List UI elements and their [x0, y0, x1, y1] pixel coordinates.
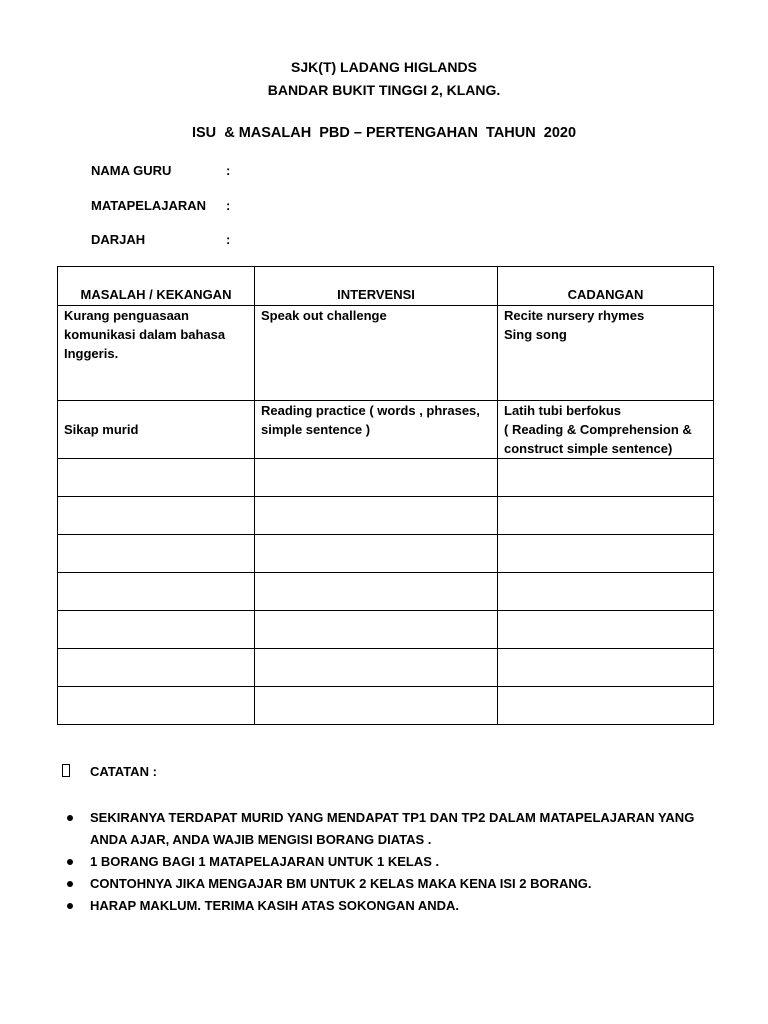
bullet-icon [67, 903, 73, 909]
header-cadangan: CADANGAN [498, 267, 714, 306]
field-darjah [91, 232, 230, 247]
notes-title-text: CATATAN : [90, 764, 157, 779]
notes-list [0, 807, 768, 917]
empty-row [58, 687, 714, 725]
cell-masalah: Sikap murid [58, 401, 255, 459]
empty-cell[interactable] [58, 649, 255, 687]
field-label: DARJAH [91, 232, 146, 247]
empty-cell[interactable] [255, 611, 498, 649]
empty-cell[interactable] [498, 649, 714, 687]
empty-cell[interactable] [58, 535, 255, 573]
empty-cell[interactable] [255, 687, 498, 725]
field-matapelajaran [91, 198, 230, 213]
empty-cell[interactable] [58, 573, 255, 611]
empty-cell[interactable] [58, 497, 255, 535]
list-item [0, 895, 710, 917]
empty-cell[interactable] [498, 497, 714, 535]
empty-cell[interactable] [498, 573, 714, 611]
list-item [0, 873, 710, 895]
bullet-icon [67, 881, 73, 887]
empty-cell[interactable] [498, 611, 714, 649]
empty-cell[interactable] [255, 535, 498, 573]
field-label: NAMA GURU [91, 163, 172, 178]
list-item [0, 807, 710, 851]
empty-cell[interactable] [255, 649, 498, 687]
school-address: BANDAR BUKIT TINGGI 2, KLANG. [267, 82, 501, 98]
header-intervensi: INTERVENSI [255, 267, 498, 306]
cell-masalah: Kurang penguasaan komunikasi dalam bahasa Inggeris. [58, 306, 255, 401]
bullet-icon [67, 815, 73, 821]
field-nama-guru [91, 163, 230, 178]
table-row [58, 401, 714, 459]
notes-title [62, 764, 157, 779]
empty-cell[interactable] [255, 459, 498, 497]
field-colon: : [226, 163, 231, 178]
field-colon: : [226, 198, 231, 213]
checkbox-glyph-icon [62, 764, 70, 777]
empty-cell[interactable] [255, 497, 498, 535]
cell-intervensi: Speak out challenge [255, 306, 498, 401]
empty-cell[interactable] [255, 573, 498, 611]
empty-row [58, 649, 714, 687]
issues-table [57, 266, 714, 725]
empty-row [58, 459, 714, 497]
school-name: SJK(T) LADANG HIGLANDS [291, 59, 477, 75]
cell-cadangan: Latih tubi berfokus ( Reading & Comprehension & construct simple sentence) [498, 401, 714, 459]
field-label: MATAPELAJARAN [91, 198, 207, 213]
list-item [0, 851, 710, 873]
header-masalah: MASALAH / KEKANGAN [58, 267, 255, 306]
empty-cell[interactable] [498, 459, 714, 497]
empty-row [58, 497, 714, 535]
table-row [58, 306, 714, 401]
empty-cell[interactable] [58, 687, 255, 725]
note-text: CONTOHNYA JIKA MENGAJAR BM UNTUK 2 KELAS MAKA KENA ISI 2 BORANG. [90, 876, 592, 891]
empty-cell[interactable] [58, 611, 255, 649]
empty-cell[interactable] [58, 459, 255, 497]
empty-row [58, 573, 714, 611]
field-colon: : [226, 232, 231, 247]
cell-cadangan: Recite nursery rhymes Sing song [498, 306, 714, 401]
note-text: 1 BORANG BAGI 1 MATAPELAJARAN UNTUK 1 KELAS . [90, 854, 440, 869]
empty-row [58, 611, 714, 649]
empty-row [58, 535, 714, 573]
cell-intervensi: Reading practice ( words , phrases, simple sentence ) [255, 401, 498, 459]
table-header-row [58, 267, 714, 306]
note-text: HARAP MAKLUM. TERIMA KASIH ATAS SOKONGAN ANDA. [90, 898, 460, 913]
empty-cell[interactable] [498, 535, 714, 573]
note-text: SEKIRANYA TERDAPAT MURID YANG MENDAPAT TP1 DAN TP2 DALAM MATAPELAJARAN YANG ANDA AJAR, ANDA WAJIB MENGISI BORANG DIATAS . [90, 810, 695, 847]
bullet-icon [67, 859, 73, 865]
empty-cell[interactable] [498, 687, 714, 725]
document-title: ISU & MASALAH PBD – PERTENGAHAN TAHUN 2020 [191, 125, 577, 141]
